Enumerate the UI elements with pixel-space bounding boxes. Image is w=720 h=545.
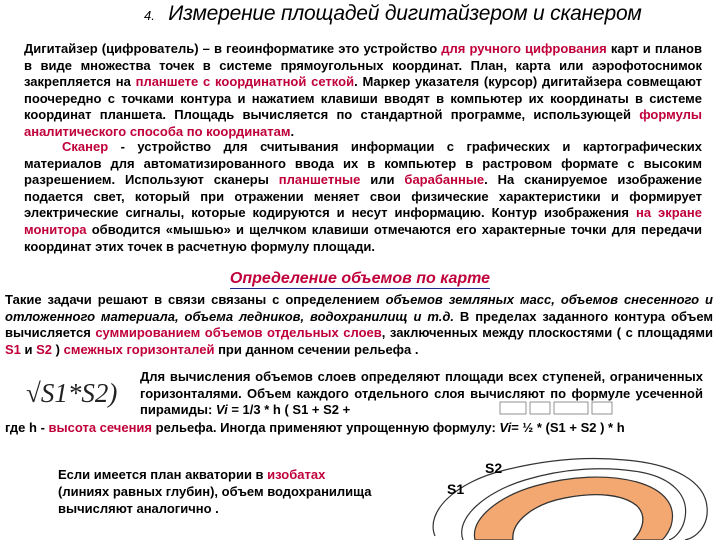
digitizer-highlight-manual-digitizing: для ручного цифрования xyxy=(441,41,607,56)
layers-vi: Vi xyxy=(215,402,228,418)
volumes-highlight-summation: суммированием объемов отдельных слоев xyxy=(95,325,382,341)
label-s1: S1 xyxy=(447,481,465,497)
volumes-text-5: ) xyxy=(52,341,64,357)
sqrt-formula-text: √S1*S2) xyxy=(26,378,118,408)
scanner-paragraph xyxy=(24,139,702,255)
bathymetry-paragraph xyxy=(58,466,378,517)
scanner-highlight-flatbed: планшетные xyxy=(278,172,361,188)
volumes-text-4: и xyxy=(20,341,37,357)
tiny-formula-graphic xyxy=(498,400,618,416)
scanner-highlight-monitor: на экране монитора xyxy=(24,205,702,237)
height-text-3: = ½ * (S1 + S2 ) * h xyxy=(511,420,625,435)
sqrt-formula-graphic xyxy=(22,366,130,418)
volumes-highlight-s1: S1 xyxy=(5,341,21,357)
digitizer-text-1: Дигитайзер (цифрователь) – в геоинформатике это устройство xyxy=(24,41,442,56)
volumes-highlight-contours: смежных горизонталей xyxy=(63,341,215,357)
digitizer-text-4: . xyxy=(290,123,295,139)
digitizer-highlight-tablet: планшете с координатной сеткой xyxy=(135,74,355,90)
digitizer-paragraph xyxy=(24,41,702,141)
volumes-text-2: В пределах заданного контура объем вычисляется xyxy=(5,308,713,341)
sqrt-formula-image xyxy=(22,366,130,418)
scanner-text-1: - устройство для считывания информации с графических и картографических материалов для автоматизированного ввода их в компьютер в растровом формате с высоким разрешением. Используют сканеры xyxy=(24,139,702,188)
volumes-italic-list: объемов земляных масс, объемов снесенного и отложенного материала, объема ледников, водохранилищ и т.д. xyxy=(5,292,713,324)
bathymetry-text-1: Если имеется план акватории в xyxy=(58,467,268,482)
height-text-2: рельефа. Иногда применяют упрощенную формулу: xyxy=(152,420,500,435)
digitizer-text-3: . Маркер указателя (курсор) дигитайзера совмещают поочередно с точками контура и нажатием клавиши вводят в компьютер их координаты в системе координат планшета. Площадь вычисляется по стандартной программе, использующей xyxy=(24,74,702,123)
scanner-term: Сканер xyxy=(62,139,109,154)
page-title: Измерение площадей дигитайзером и сканером xyxy=(168,2,642,25)
layers-text-2: = 1/3 * h ( S1 + S2 + xyxy=(227,402,351,418)
height-vi: Vi xyxy=(499,420,512,435)
scanner-text-3: . На сканируемое изображение подается свет, который при отражении меняет свои физические характеристики и формирует электрические сигналы, которые кодируются и несут информацию. Контур изображения xyxy=(24,172,702,221)
scanner-text-4: обводится «мышью» и щелчком клавиши отмечаются его характерные точки для передачи координат этих точек в расчетную формулу площади. xyxy=(24,221,702,254)
digitizer-text-2: карт и планов в виде множества точек в системе прямоугольных координат. План, карта или аэрофотоснимок закрепляется на xyxy=(24,41,702,90)
volumes-text-1: Такие задачи решают в связи связаны с определением xyxy=(5,292,386,307)
volumes-title: Определение объемов по карте xyxy=(229,270,491,287)
height-line xyxy=(5,420,713,437)
volumes-paragraph xyxy=(5,292,713,358)
label-s2: S2 xyxy=(485,460,503,476)
height-highlight-section: высота сечения xyxy=(48,420,153,435)
tiny-formula-image xyxy=(498,400,618,416)
section-number: 4. xyxy=(144,8,155,23)
bathymetry-highlight-isobaths: изобатах xyxy=(267,467,326,482)
height-text-1: где h - xyxy=(5,420,49,435)
digitizer-highlight-formulas: формулы аналитического способа по координатам xyxy=(24,107,702,139)
contour-diagram xyxy=(415,452,715,540)
bathymetry-text-2: (линиях равных глубин), объем водохранилища вычисляют аналогично . xyxy=(58,484,372,516)
layers-text-1: Для вычисления объемов слоев определяют площади всех ступеней, ограниченных горизонталями. Объем каждого отдельного слоя вычисляют по формуле усеченной пирамиды: xyxy=(140,369,703,418)
volumes-text-6: при данном сечении рельефа . xyxy=(214,341,419,357)
scanner-highlight-drum: барабанные xyxy=(404,172,485,188)
layers-paragraph xyxy=(140,369,703,419)
volumes-text-3: , заключенных между плоскостями ( с площадями xyxy=(381,325,714,341)
contour-figure xyxy=(415,452,715,540)
volumes-heading xyxy=(0,270,720,288)
page-heading xyxy=(144,2,704,32)
volumes-highlight-s2: S2 xyxy=(36,341,53,357)
scanner-text-2: или xyxy=(360,172,405,188)
